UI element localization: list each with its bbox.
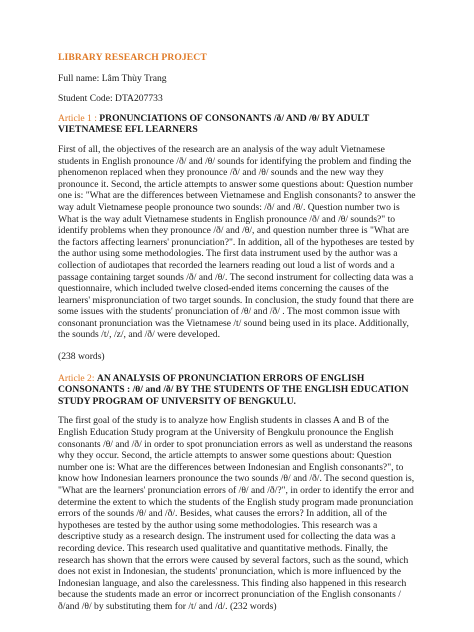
article-1-heading: PRONUNCIATIONS OF CONSONANTS /ð/ AND /θ/ BY ADULT VIETNAMESE EFL LEARNERS xyxy=(58,112,370,136)
document-title: LIBRARY RESEARCH PROJECT xyxy=(58,52,207,63)
article-2-heading-block xyxy=(58,373,416,408)
article-2-label: Article 2: xyxy=(58,372,97,384)
article-1-body: First of all, the objectives of the research are an analysis of the way adult Vietnamese students in English pronounce /ð/ and /θ/ sounds for identifying the problem and finding the phenomenon replaced when they pronounce /ð/ and /θ/ sounds and the new way they pronounce it. Second, the article attempts to answer some questions about: Question number one is: "What are the differences between Vietnamese and English consonants? to answer the way adult Vietnamese people pronounce two sounds: /ð/ and /θ/. Question number two is What is the way adult Vietnamese students in English pronounce /ð/ and /θ/ sounds?" to identify problems when they pronounce /ð/ and /θ/, and question number three is "What are the factors affecting learners' pronunciation?". In addition, all of the hypotheses are tested by the author using some methodologies. The first data instrument used by the author was a collection of audiotapes that recorded the learners reading out loud a list of words and a passage containing target sounds /ð/ and /θ/. The second instrument for collecting data was a questionnaire, which included twelve closed-ended items concerning the causes of the learners' mispronunciation of two target sounds. In conclusion, the study found that there are some issues with the students' pronunciation of /θ/ and /ð/ . The most common issue with consonant pronunciation was the Vietnamese /t/ sound being used in its place. Additionally, the sounds /t/, /z/, and /ð/ were developed. xyxy=(58,143,416,341)
article-1-label: Article 1 : xyxy=(58,112,100,124)
article-1-heading-block xyxy=(58,113,416,136)
full-name: Full name: Lâm Thùy Trang xyxy=(58,72,167,84)
article-2-body: The first goal of the study is to analyze how English students in classes A and B of the English Education Study program at the University of Bengkulu pronounce the English consonants /θ/ and /ð/ in order to spot pronunciation errors as well as understand the reasons why they occur. Second, the article attempts to answer some questions about: Question number one is: What are the differences between Indonesian and English consonants?", to know how Indonesian learners pronounce the two sounds /θ/ and /ð/. The second question is, "What are the learners' pronunciation errors of /θ/ and /ð/?", in order to identify the error and determine the extent to which the students of the English study program made pronunciation errors of the sounds /θ/ and /ð/. Besides, what causes the errors? In addition, all of the hypotheses are tested by the author using some methodologies. This research was a descriptive study as a research design. The instrument used for collecting the data was a recording device. This research used qualitative and quantitative methods. Finally, the research has shown that the errors were caused by several factors, such as the sound, which does not exist in Indonesian, the students' pronunciation, which is more influenced by the Indonesian language, and also the carelessness. This finding also happened in this research because the students made an error or incorrect pronunciation of the English consonants /ð/and /θ/ by substituting them for /t/ and /d/. (232 words) xyxy=(58,415,415,612)
article-2-heading: AN ANALYSIS OF PRONUNCIATION ERRORS OF ENGLISH CONSONANTS : /θ/ and /ð/ BY THE STUDENTS OF THE ENGLISH EDUCATION STUDY PROGRAM OF UNIVERSITY OF BENGKULU. xyxy=(58,372,409,407)
article-1-word-count: (238 words) xyxy=(58,351,105,363)
student-code: Student Code: DTA207733 xyxy=(58,92,163,104)
